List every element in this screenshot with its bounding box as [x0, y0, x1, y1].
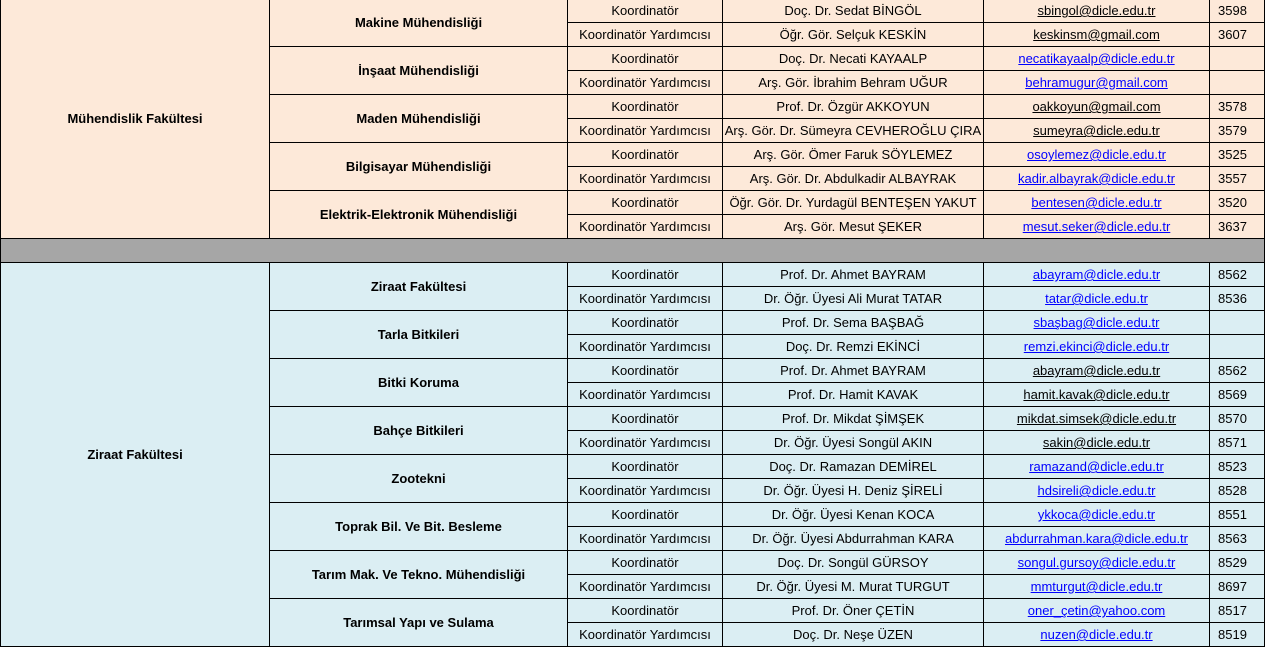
role-cell: Koordinatör Yardımcısı: [568, 167, 723, 191]
role-cell: Koordinatör: [568, 47, 723, 71]
email-cell: [984, 191, 1210, 215]
phone-extension-cell: 3607: [1210, 23, 1265, 47]
person-cell: Arş. Gör. Ömer Faruk SÖYLEMEZ: [723, 143, 984, 167]
phone-extension-cell: 3525: [1210, 143, 1265, 167]
email-link[interactable]: keskinsm@gmail.com: [1033, 27, 1160, 42]
email-link[interactable]: behramugur@gmail.com: [1025, 75, 1168, 90]
role-cell: Koordinatör Yardımcısı: [568, 119, 723, 143]
person-cell: Doç. Dr. Songül GÜRSOY: [723, 551, 984, 575]
email-link[interactable]: oakkoyun@gmail.com: [1032, 99, 1161, 114]
email-link[interactable]: mmturgut@dicle.edu.tr: [1030, 579, 1163, 594]
person-cell: Arş. Gör. Dr. Sümeyra CEVHEROĞLU ÇIRA: [723, 119, 984, 143]
email-link[interactable]: songul.gursoy@dicle.edu.tr: [1017, 555, 1176, 570]
email-cell: [984, 95, 1210, 119]
department-name: Bitki Koruma: [270, 359, 568, 407]
email-cell: [984, 47, 1210, 71]
person-cell: Öğr. Gör. Dr. Yurdagül BENTEŞEN YAKUT: [723, 191, 984, 215]
email-cell: [984, 287, 1210, 311]
email-cell: [984, 455, 1210, 479]
role-cell: Koordinatör: [568, 311, 723, 335]
person-cell: Prof. Dr. Öner ÇETİN: [723, 599, 984, 623]
email-link[interactable]: sakin@dicle.edu.tr: [1042, 435, 1151, 450]
person-cell: Dr. Öğr. Üyesi H. Deniz ŞİRELİ: [723, 479, 984, 503]
phone-extension-cell: 8519: [1210, 623, 1265, 647]
phone-extension-cell: [1210, 335, 1265, 359]
email-link[interactable]: mikdat.simsek@dicle.edu.tr: [1016, 411, 1177, 426]
phone-extension-cell: 3579: [1210, 119, 1265, 143]
role-cell: Koordinatör: [568, 191, 723, 215]
phone-extension-cell: 3520: [1210, 191, 1265, 215]
email-cell: [984, 215, 1210, 239]
person-cell: Arş. Gör. İbrahim Behram UĞUR: [723, 71, 984, 95]
email-link[interactable]: necatikayaalp@dicle.edu.tr: [1018, 51, 1175, 66]
role-cell: Koordinatör Yardımcısı: [568, 575, 723, 599]
department-name: Ziraat Fakültesi: [270, 263, 568, 311]
email-cell: [984, 335, 1210, 359]
phone-extension-cell: 8536: [1210, 287, 1265, 311]
phone-extension-cell: 3637: [1210, 215, 1265, 239]
table-body: [1, 0, 1265, 647]
email-link[interactable]: ramazand@dicle.edu.tr: [1029, 459, 1164, 474]
department-name: Tarımsal Yapı ve Sulama: [270, 599, 568, 647]
person-cell: Öğr. Gör. Selçuk KESKİN: [723, 23, 984, 47]
email-link[interactable]: oner_çetin@yahoo.com: [1027, 603, 1166, 618]
email-link[interactable]: nuzen@dicle.edu.tr: [1040, 627, 1153, 642]
email-cell: [984, 143, 1210, 167]
email-cell: [984, 383, 1210, 407]
phone-extension-cell: 3557: [1210, 167, 1265, 191]
email-link[interactable]: hdsireli@dicle.edu.tr: [1037, 483, 1156, 498]
email-link[interactable]: abayram@dicle.edu.tr: [1032, 267, 1161, 282]
person-cell: Dr. Öğr. Üyesi Songül AKIN: [723, 431, 984, 455]
email-cell: [984, 527, 1210, 551]
phone-extension-cell: 8697: [1210, 575, 1265, 599]
person-cell: Prof. Dr. Ahmet BAYRAM: [723, 359, 984, 383]
email-cell: [984, 359, 1210, 383]
email-cell: [984, 431, 1210, 455]
role-cell: Koordinatör Yardımcısı: [568, 23, 723, 47]
person-cell: Prof. Dr. Hamit KAVAK: [723, 383, 984, 407]
email-cell: [984, 0, 1210, 23]
department-name: Zootekni: [270, 455, 568, 503]
email-link[interactable]: sumeyra@dicle.edu.tr: [1033, 123, 1160, 138]
person-cell: Dr. Öğr. Üyesi Kenan KOCA: [723, 503, 984, 527]
email-link[interactable]: bentesen@dicle.edu.tr: [1031, 195, 1162, 210]
role-cell: Koordinatör: [568, 455, 723, 479]
person-cell: Dr. Öğr. Üyesi M. Murat TURGUT: [723, 575, 984, 599]
role-cell: Koordinatör Yardımcısı: [568, 527, 723, 551]
phone-extension-cell: 3578: [1210, 95, 1265, 119]
email-link[interactable]: remzi.ekinci@dicle.edu.tr: [1023, 339, 1170, 354]
email-link[interactable]: osoylemez@dicle.edu.tr: [1027, 147, 1166, 162]
email-link[interactable]: abdurrahman.kara@dicle.edu.tr: [1004, 531, 1188, 546]
email-cell: [984, 71, 1210, 95]
role-cell: Koordinatör Yardımcısı: [568, 479, 723, 503]
separator-cell: [1, 239, 1265, 263]
department-name: Elektrik-Elektronik Mühendisliği: [270, 191, 568, 239]
phone-extension-cell: 8528: [1210, 479, 1265, 503]
role-cell: Koordinatör Yardımcısı: [568, 383, 723, 407]
phone-extension-cell: 8551: [1210, 503, 1265, 527]
email-link[interactable]: ykkoca@dicle.edu.tr: [1037, 507, 1156, 522]
email-cell: [984, 479, 1210, 503]
phone-extension-cell: 8569: [1210, 383, 1265, 407]
person-cell: Prof. Dr. Özgür AKKOYUN: [723, 95, 984, 119]
person-cell: Arş. Gör. Mesut ŞEKER: [723, 215, 984, 239]
email-link[interactable]: kadir.albayrak@dicle.edu.tr: [1018, 171, 1175, 186]
email-cell: [984, 23, 1210, 47]
role-cell: Koordinatör: [568, 263, 723, 287]
department-name: Makine Mühendisliği: [270, 0, 568, 47]
email-link[interactable]: abayram@dicle.edu.tr: [1032, 363, 1161, 378]
person-cell: Arş. Gör. Dr. Abdulkadir ALBAYRAK: [723, 167, 984, 191]
person-cell: Dr. Öğr. Üyesi Abdurrahman KARA: [723, 527, 984, 551]
phone-extension-cell: [1210, 47, 1265, 71]
role-cell: Koordinatör: [568, 503, 723, 527]
faculty-name: Ziraat Fakültesi: [1, 263, 270, 647]
email-link[interactable]: mesut.seker@dicle.edu.tr: [1022, 219, 1171, 234]
phone-extension-cell: 8562: [1210, 359, 1265, 383]
phone-extension-cell: 8562: [1210, 263, 1265, 287]
person-cell: Prof. Dr. Mikdat ŞİMŞEK: [723, 407, 984, 431]
email-cell: [984, 119, 1210, 143]
email-cell: [984, 263, 1210, 287]
role-cell: Koordinatör Yardımcısı: [568, 71, 723, 95]
section-separator: [1, 239, 1265, 263]
person-cell: Doç. Dr. Necati KAYAALP: [723, 47, 984, 71]
phone-extension-cell: 3598: [1210, 0, 1265, 23]
phone-extension-cell: 8570: [1210, 407, 1265, 431]
role-cell: Koordinatör Yardımcısı: [568, 431, 723, 455]
role-cell: Koordinatör: [568, 95, 723, 119]
person-cell: Doç. Dr. Remzi EKİNCİ: [723, 335, 984, 359]
role-cell: Koordinatör Yardımcısı: [568, 623, 723, 647]
person-cell: Prof. Dr. Ahmet BAYRAM: [723, 263, 984, 287]
email-cell: [984, 167, 1210, 191]
role-cell: Koordinatör: [568, 143, 723, 167]
role-cell: Koordinatör: [568, 359, 723, 383]
table-row: [1, 263, 1265, 287]
department-name: Bilgisayar Mühendisliği: [270, 143, 568, 191]
phone-extension-cell: 8529: [1210, 551, 1265, 575]
email-link[interactable]: sbaşbag@dicle.edu.tr: [1033, 315, 1160, 330]
role-cell: Koordinatör Yardımcısı: [568, 335, 723, 359]
phone-extension-cell: 8517: [1210, 599, 1265, 623]
email-cell: [984, 599, 1210, 623]
role-cell: Koordinatör: [568, 0, 723, 23]
role-cell: Koordinatör: [568, 599, 723, 623]
email-link[interactable]: sbingol@dicle.edu.tr: [1037, 3, 1156, 18]
phone-extension-cell: 8563: [1210, 527, 1265, 551]
person-cell: Dr. Öğr. Üyesi Ali Murat TATAR: [723, 287, 984, 311]
department-name: Toprak Bil. Ve Bit. Besleme: [270, 503, 568, 551]
faculty-name: Mühendislik Fakültesi: [1, 0, 270, 239]
person-cell: Doç. Dr. Sedat BİNGÖL: [723, 0, 984, 23]
email-cell: [984, 575, 1210, 599]
email-cell: [984, 311, 1210, 335]
department-name: Tarım Mak. Ve Tekno. Mühendisliği: [270, 551, 568, 599]
role-cell: Koordinatör Yardımcısı: [568, 287, 723, 311]
email-cell: [984, 407, 1210, 431]
role-cell: Koordinatör: [568, 407, 723, 431]
phone-extension-cell: [1210, 71, 1265, 95]
email-cell: [984, 503, 1210, 527]
person-cell: Doç. Dr. Neşe ÜZEN: [723, 623, 984, 647]
department-name: Maden Mühendisliği: [270, 95, 568, 143]
department-name: Bahçe Bitkileri: [270, 407, 568, 455]
email-cell: [984, 623, 1210, 647]
department-name: Tarla Bitkileri: [270, 311, 568, 359]
department-name: İnşaat Mühendisliği: [270, 47, 568, 95]
email-cell: [984, 551, 1210, 575]
role-cell: Koordinatör: [568, 551, 723, 575]
phone-extension-cell: 8523: [1210, 455, 1265, 479]
phone-extension-cell: 8571: [1210, 431, 1265, 455]
email-link[interactable]: tatar@dicle.edu.tr: [1045, 291, 1148, 306]
person-cell: Doç. Dr. Ramazan DEMİREL: [723, 455, 984, 479]
table-row: [1, 0, 1265, 23]
phone-extension-cell: [1210, 311, 1265, 335]
email-link[interactable]: hamit.kavak@dicle.edu.tr: [1023, 387, 1170, 402]
person-cell: Prof. Dr. Sema BAŞBAĞ: [723, 311, 984, 335]
role-cell: Koordinatör Yardımcısı: [568, 215, 723, 239]
